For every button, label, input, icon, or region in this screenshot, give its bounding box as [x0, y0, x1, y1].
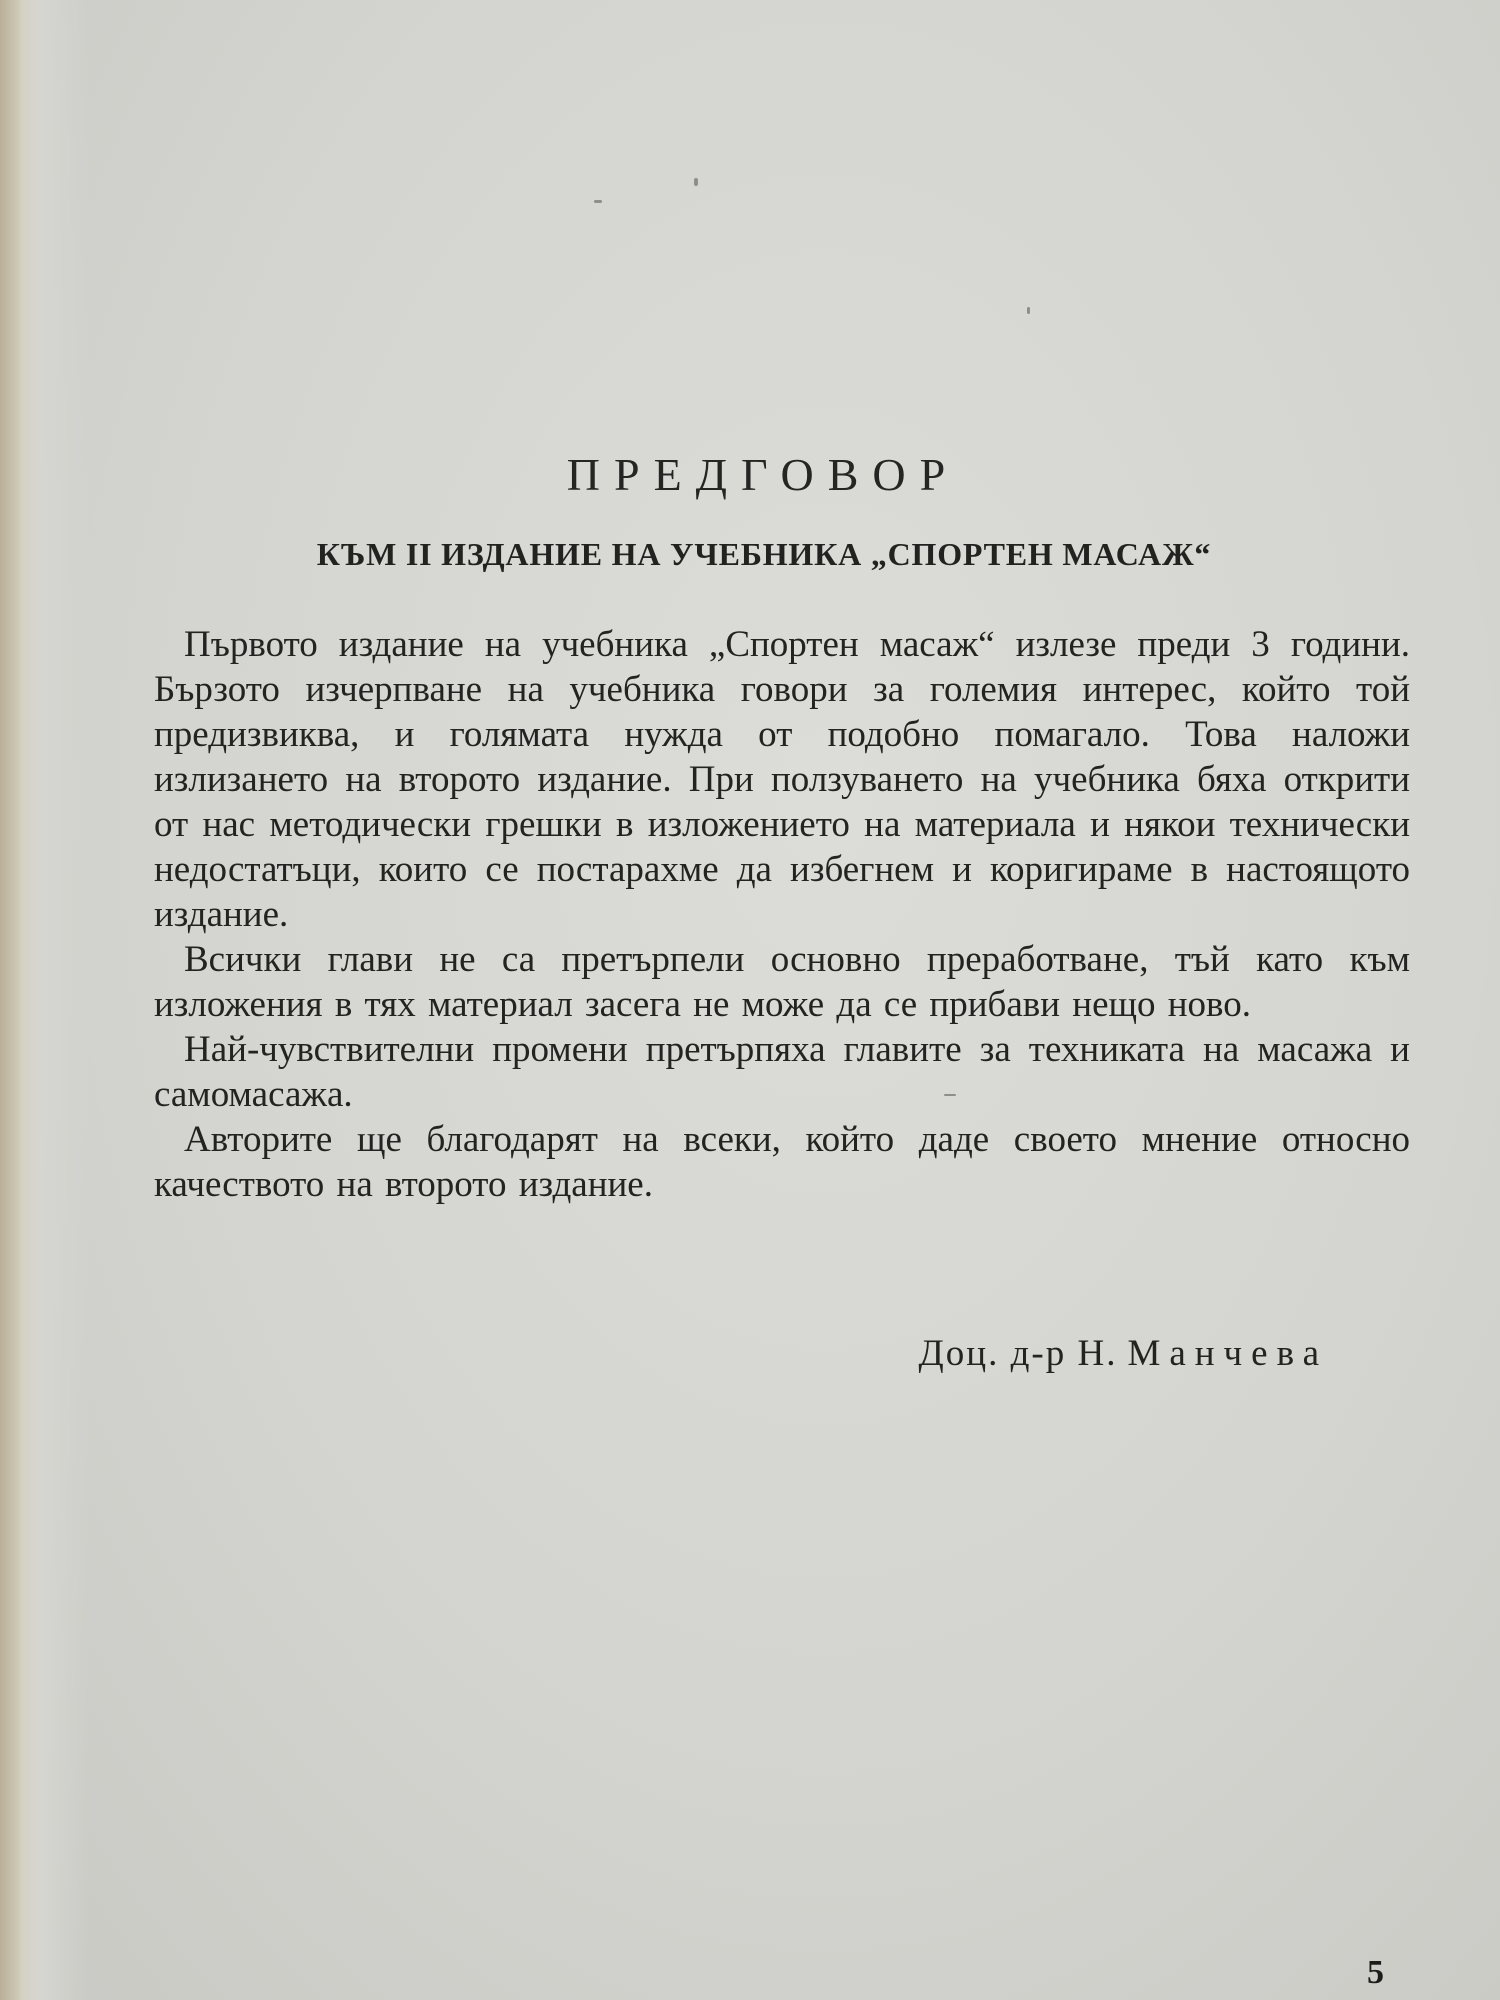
preface-body: [154, 622, 1410, 1207]
spine-shadow: [0, 0, 22, 2000]
paper-speck: [694, 178, 698, 186]
paragraph-2: Всички глави не са претърпели основно преработване, тъй като към изложения в тях материал засега не може да се прибави нещо ново.: [154, 939, 1410, 1025]
paragraph-1: Първото издание на учебника „Спортен масаж“ излезе преди 3 години. Бързото изчерпване на учебника говори за големия интерес, който той предизвиква, и голямата нужда от подобно помагало. Това наложи излизането на второто издание. При ползуването на учебника бяха открити от нас методически грешки в изложението на материала и някои технически недостатъци, които се постарахме да избегнем и коригираме в настоящото издание.: [154, 624, 1410, 935]
paragraph-4: Авторите ще благодарят на всеки, който даде своето мнение относно качеството на второто издание.: [154, 1119, 1410, 1205]
page-heading: ПРЕДГОВОР: [566, 449, 960, 500]
page-subheading: КЪМ II ИЗДАНИЕ НА УЧЕБНИКА „СПОРТЕН МАСАЖ“: [316, 536, 1212, 572]
paper-speck: [1027, 307, 1030, 314]
page-number: 5: [1367, 1954, 1384, 1991]
author-title: Доц. д-р Н.: [918, 1333, 1118, 1374]
author-signature: [919, 1332, 1328, 1375]
paper-speck: [594, 200, 602, 203]
paragraph-3: Най-чувствителни промени претърпяха главите за техниката на масажа и самомасажа.: [154, 1029, 1410, 1115]
author-name: Манчева: [1127, 1333, 1328, 1374]
